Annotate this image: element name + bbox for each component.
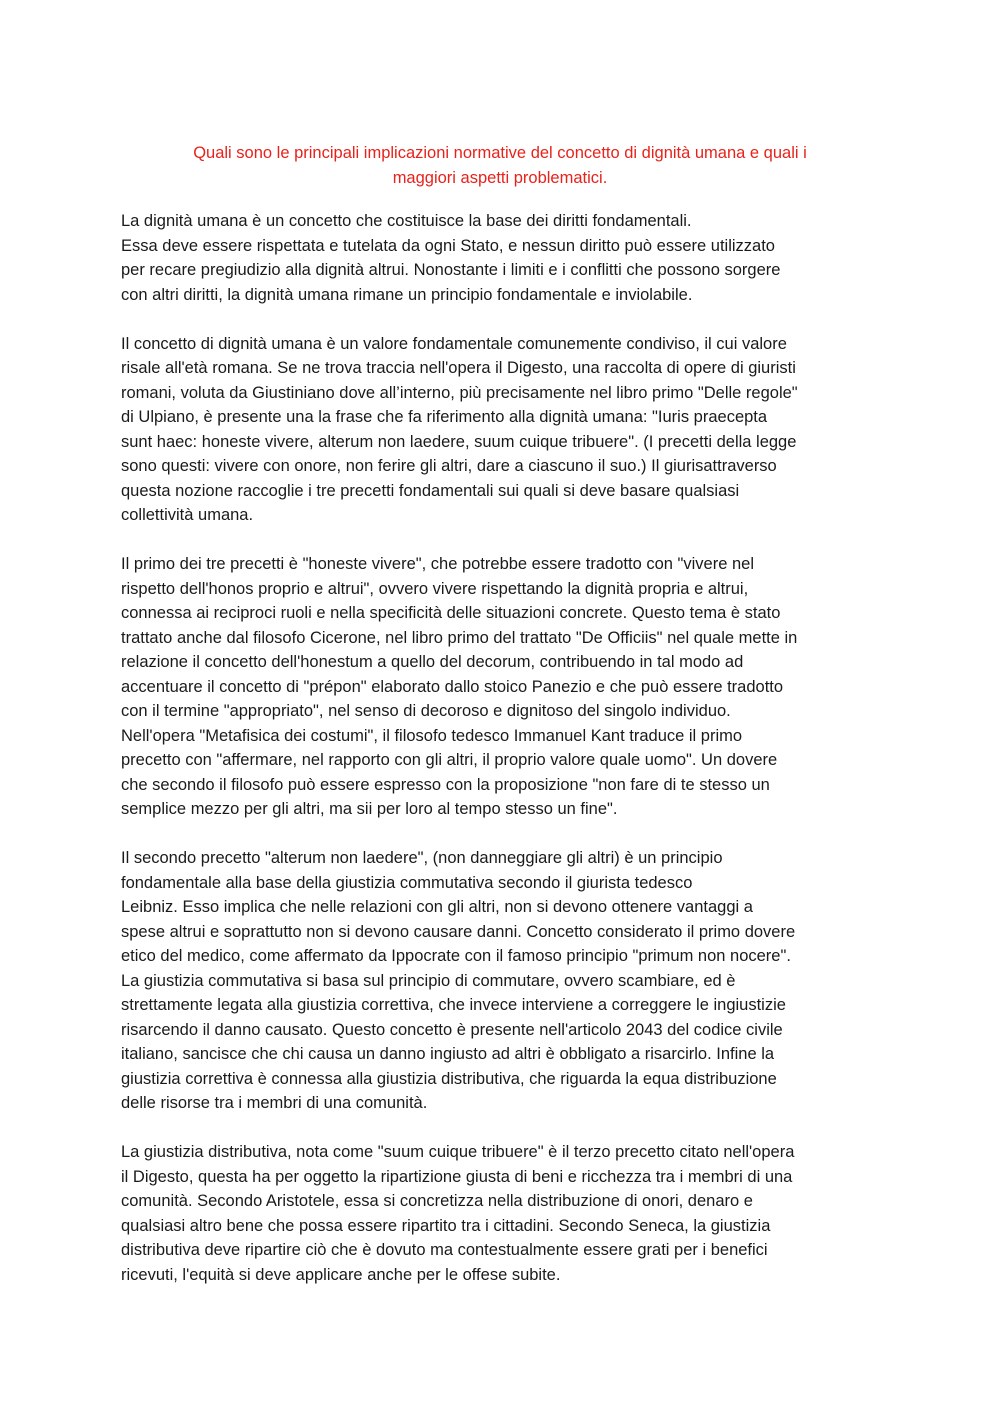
text-line: sunt haec: honeste vivere, alterum non laedere, suum cuique tribuere". (I precetti della legge xyxy=(121,432,797,451)
text-line: distributiva deve ripartire ciò che è dovuto ma contestualmente essere grati per i benefici xyxy=(121,1241,768,1259)
text-line: Il primo dei tre precetti è "honeste vivere", che potrebbe essere tradotto con "vivere nel xyxy=(121,555,754,573)
text-line: collettività umana. xyxy=(121,506,254,524)
paragraph-alterum-non-laedere xyxy=(121,846,901,1116)
text-line: italiano, sancisce che chi causa un danno ingiusto ad altri è obbligato a risarcirlo. Infine la xyxy=(121,1045,775,1063)
text-line: giustizia correttiva è connessa alla giustizia distributiva, che riguarda la equa distribuzione xyxy=(121,1069,777,1088)
document-body xyxy=(121,209,901,1312)
text-line: per recare pregiudizio alla dignità altrui. Nonostante i limiti e i conflitti che possono sorgere xyxy=(121,261,781,279)
title-line: Quali sono le principali implicazioni normative del concetto di dignità umana e quali i xyxy=(193,144,807,162)
text-line: comunità. Secondo Aristotele, essa si concretizza nella distribuzione di onori, denaro e xyxy=(121,1192,753,1210)
text-line: connessa ai reciproci ruoli e nella specificità delle situazioni concrete. Questo tema è stato xyxy=(121,604,781,622)
paragraph-intro xyxy=(121,209,901,307)
text-line: La giustizia commutativa si basa sul principio di commutare, ovvero scambiare, ed è xyxy=(121,971,736,990)
text-line: sono questi: vivere con onore, non ferire gli altri, dare a ciascuno il suo.) Il giurisattraverso xyxy=(121,457,777,475)
text-line: semplice mezzo per gli altri, ma sii per loro al tempo stesso un fine". xyxy=(121,800,618,818)
text-line: con il termine "appropriato", nel senso di decoroso e dignitoso del singolo individuo. xyxy=(121,702,731,720)
text-line: La giustizia distributiva, nota come "suum cuique tribuere" è il terzo precetto citato nell'opera xyxy=(121,1143,795,1161)
text-line: etico del medico, come affermato da Ippocrate con il famoso principio "primum non nocere". xyxy=(121,947,791,965)
text-line: questa nozione raccoglie i tre precetti fondamentali sui quali si deve basare qualsiasi xyxy=(121,481,740,500)
text-line: qualsiasi altro bene che possa essere ripartito tra i cittadini. Secondo Seneca, la giustizia xyxy=(121,1216,771,1235)
text-line: Leibniz. Esso implica che nelle relazioni con gli altri, non si devono ottenere vantaggi a xyxy=(121,898,753,916)
text-line: Essa deve essere rispettata e tutelata da ogni Stato, e nessun diritto può essere utilizzato xyxy=(121,236,775,255)
text-line: spese altrui e soprattutto non si devono causare danni. Concetto considerato il primo dovere xyxy=(121,922,796,941)
document-title xyxy=(130,141,870,190)
title-line: maggiori aspetti problematici. xyxy=(392,168,608,187)
paragraph-suum-cuique-tribuere xyxy=(121,1140,901,1287)
text-line: relazione il concetto dell'honestum a quello del decorum, contribuendo in tal modo ad xyxy=(121,653,744,671)
text-line: risale all'età romana. Se ne trova traccia nell'opera il Digesto, una raccolta di opere di giuristi xyxy=(121,359,796,377)
paragraph-digesto xyxy=(121,332,901,528)
text-line: trattato anche dal filosofo Cicerone, nel libro primo del trattato "De Officiis" nel quale mette in xyxy=(121,628,798,647)
text-line: che secondo il filosofo può essere espresso con la proposizione "non fare di te stesso un xyxy=(121,775,770,794)
text-line: di Ulpiano, è presente una la frase che fa riferimento alla dignità umana: "Iuris praecepta xyxy=(121,408,768,426)
text-line: Il secondo precetto "alterum non laedere", (non danneggiare gli altri) è un principio xyxy=(121,849,723,867)
text-line: fondamentale alla base della giustizia commutativa secondo il giurista tedesco xyxy=(121,873,693,892)
text-line: risarcendo il danno causato. Questo concetto è presente nell'articolo 2043 del codice civile xyxy=(121,1020,783,1039)
text-line: Nell'opera "Metafisica dei costumi", il filosofo tedesco Immanuel Kant traduce il primo xyxy=(121,726,743,745)
text-line: con altri diritti, la dignità umana rimane un principio fondamentale e inviolabile. xyxy=(121,285,693,304)
text-line: ricevuti, l'equità si deve applicare anche per le offese subite. xyxy=(121,1265,561,1284)
paragraph-honeste-vivere xyxy=(121,552,901,822)
text-line: precetto con "affermare, nel rapporto con gli altri, il proprio valore quale uomo". Un dovere xyxy=(121,751,778,769)
text-line: La dignità umana è un concetto che costituisce la base dei diritti fondamentali. xyxy=(121,212,692,230)
text-line: romani, voluta da Giustiniano dove all’interno, più precisamente nel libro primo "Delle regole" xyxy=(121,383,798,402)
text-line: il Digesto, questa ha per oggetto la ripartizione giusta di beni e ricchezza tra i membri di una xyxy=(121,1167,793,1186)
text-line: Il concetto di dignità umana è un valore fondamentale comunemente condiviso, il cui valore xyxy=(121,334,787,353)
text-line: strettamente legata alla giustizia correttiva, che invece interviene a correggere le ingiustizie xyxy=(121,996,786,1014)
text-line: delle risorse tra i membri di una comunità. xyxy=(121,1094,428,1112)
text-line: rispetto dell'honos proprio e altrui", ovvero vivere rispettando la dignità propria e altrui, xyxy=(121,579,749,598)
text-line: accentuare il concetto di "prépon" elaborato dallo stoico Panezio e che può essere tradotto xyxy=(121,677,784,696)
